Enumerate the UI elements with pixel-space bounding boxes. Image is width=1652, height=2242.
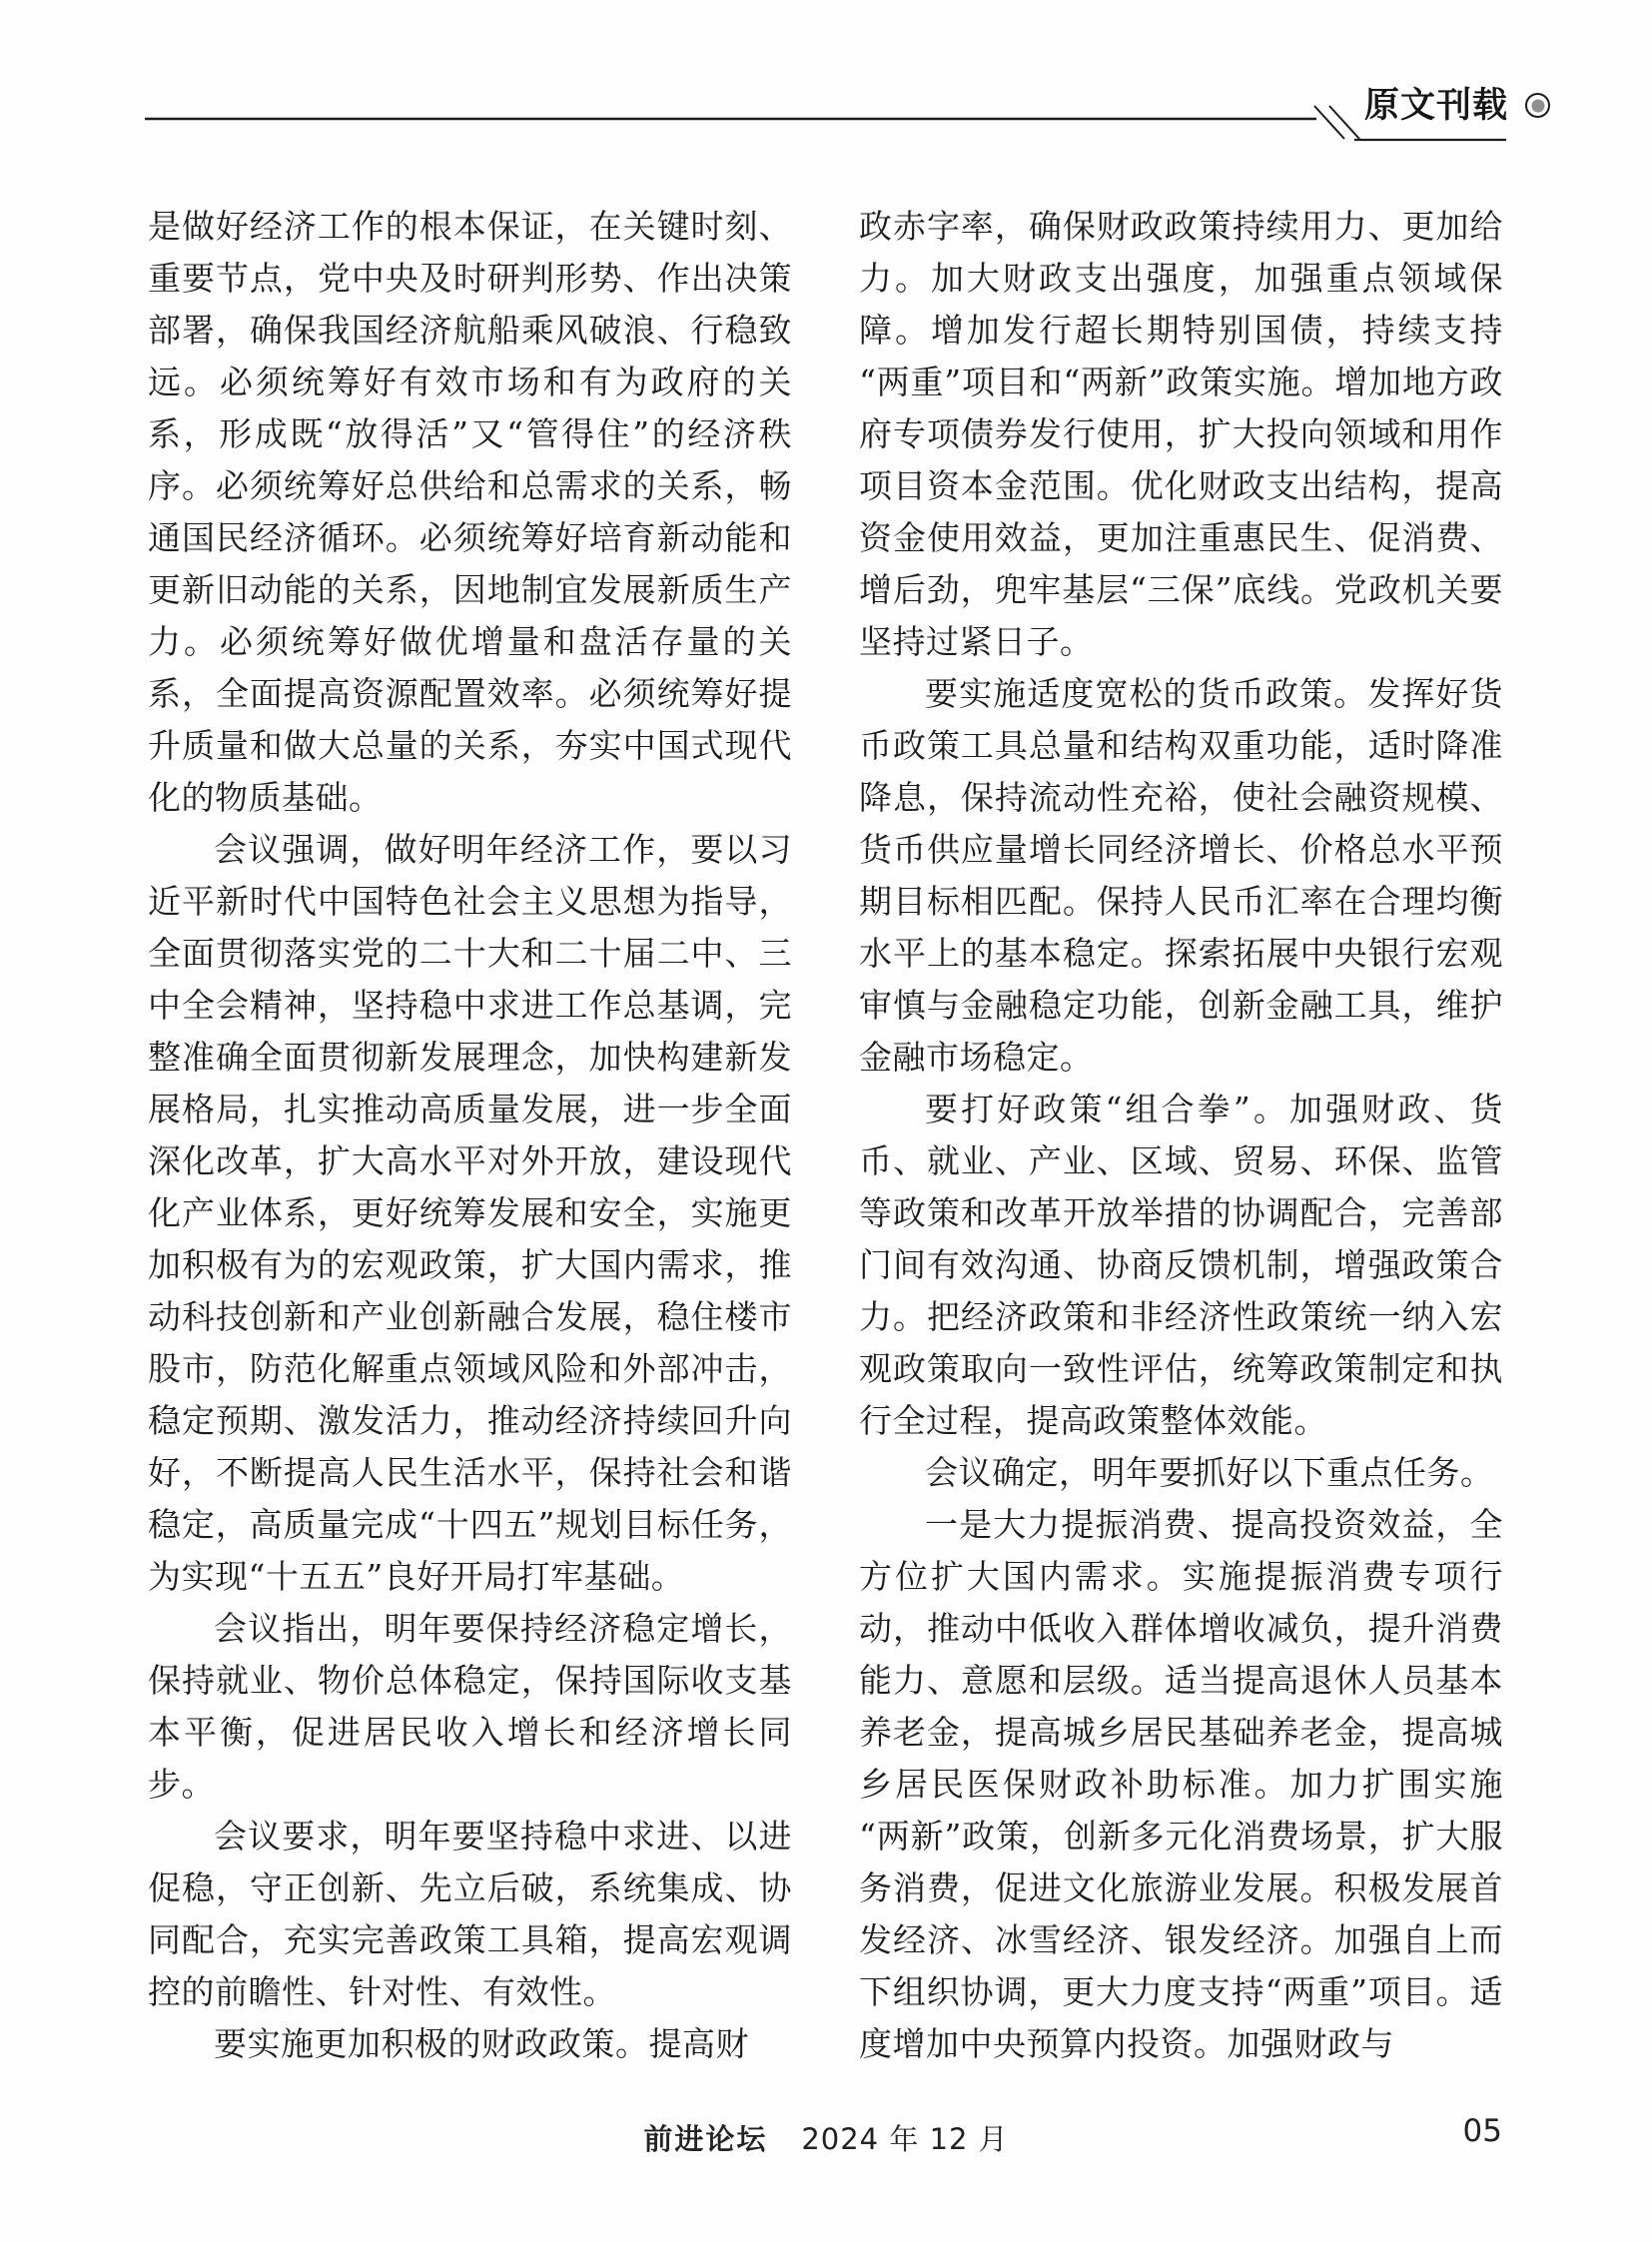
paragraph: 会议指出，明年要保持经济稳定增长，保持就业、物价总体稳定，保持国际收支基本平衡，促进居民收入增长和经济增长同步。: [148, 1609, 792, 1804]
journal-name: 前进论坛: [643, 2122, 768, 2156]
footer: [0, 2121, 1652, 2157]
paragraph: 要实施适度宽松的货币政策。发挥好货币政策工具总量和结构双重功能，适时降准降息，保持流动性充裕，使社会融资规模、货币供应量增长同经济增长、价格总水平预期目标相匹配。保持人民币汇率在合理均衡水平上的基本稳定。探索拓展中央银行宏观审慎与金融稳定功能，创新金融工具，维护金融市场稳定。: [859, 674, 1503, 1077]
paragraph: 一是大力提振消费、提高投资效益，全方位扩大国内需求。实施提振消费专项行动，推动中低收入群体增收减负，提升消费能力、意愿和层级。适当提高退休人员基本养老金，提高城乡居民基础养老金，提高城乡居民医保财政补助标准。加力扩围实施“两新”政策，创新多元化消费场景，扩大服务消费，促进文化旅游业发展。积极发展首发经济、冰雪经济、银发经济。加强自上而下组织协调，更大力度支持“两重”项目。适度增加中央预算内投资。加强财政与: [859, 1505, 1503, 2063]
bullseye-dot: [1531, 99, 1544, 112]
issue-date: 2024 年 12 月: [801, 2122, 1009, 2156]
paragraph: 要打好政策“组合拳”。加强财政、货币、就业、产业、区域、贸易、环保、监管等政策和改革开放举措的协调配合，完善部门间有效沟通、协商反馈机制，增强政策合力。把经济政策和非经济性政策统一纳入宏观政策取向一致性评估，统筹政策制定和执行全过程，提高政策整体效能。: [859, 1090, 1503, 1440]
paragraph: 是做好经济工作的根本保证，在关键时刻、重要节点，党中央及时研判形势、作出决策部署，确保我国经济航船乘风破浪、行稳致远。必须统筹好有效市场和有为政府的关系，形成既“放得活”又“管得住”的经济秩序。必须统筹好总供给和总需求的关系，畅通国民经济循环。必须统筹好培育新动能和更新旧动能的关系，因地制宜发展新质生产力。必须统筹好做优增量和盘活存量的关系，全面提高资源配置效率。必须统筹好提升质量和做大总量的关系，夯实中国式现代化的物质基础。: [148, 207, 792, 817]
paragraph: 会议确定，明年要抓好以下重点任务。: [925, 1453, 1494, 1492]
paragraph: 会议强调，做好明年经济工作，要以习近平新时代中国特色社会主义思想为指导，全面贯彻落实党的二十大和二十届二中、三中全会精神，坚持稳中求进工作总基调，完整准确全面贯彻新发展理念，加快构建新发展格局，扎实推动高质量发展，进一步全面深化改革，扩大高水平对外开放，建设现代化产业体系，更好统筹发展和安全，实施更加积极有为的宏观政策，扩大国内需求，推动科技创新和产业创新融合发展，稳住楼市股市，防范化解重点领域风险和外部冲击，稳定预期、激发活力，推动经济持续回升向好，不断提高人民生活水平，保持社会和谐稳定，高质量完成“十四五”规划目标任务，为实现“十五五”良好开局打牢基础。: [148, 830, 792, 1596]
right-column: [859, 201, 1503, 2083]
paragraph: 要实施更加积极的财政政策。提高财: [214, 2024, 749, 2063]
paragraph: 会议要求，明年要坚持稳中求进、以进促稳，守正创新、先立后破，系统集成、协同配合，充实完善政策工具箱，提高宏观调控的前瞻性、针对性、有效性。: [148, 1817, 792, 2011]
bullseye-icon: [1525, 93, 1550, 118]
left-column: [148, 201, 792, 2083]
paragraph: 政赤字率，确保财政政策持续用力、更加给力。加大财政支出强度，加强重点领域保障。增加发行超长期特别国债，持续支持“两重”项目和“两新”政策实施。增加地方政府专项债券发行使用，扩大投向领域和用作项目资本金范围。优化财政支出结构，提高资金使用效益，更加注重惠民生、促消费、增后劲，兜牢基层“三保”底线。党政机关要坚持过紧日子。: [859, 207, 1503, 661]
section-label: 原文刊载: [1363, 85, 1508, 126]
page-number: 05: [1462, 2113, 1502, 2149]
